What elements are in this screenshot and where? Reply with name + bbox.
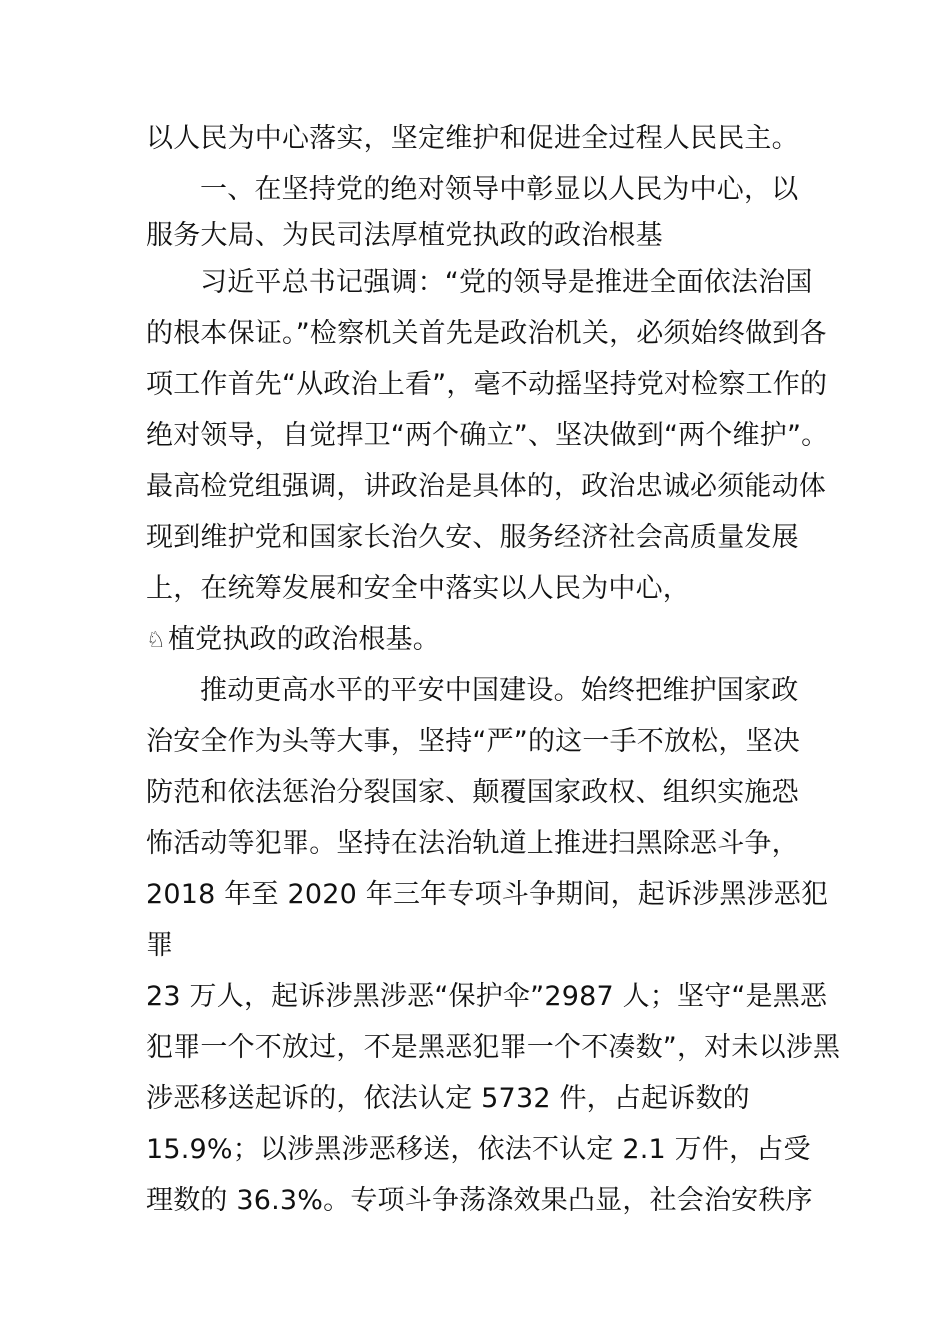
text-line: 怖活动等犯罪。坚持在法治轨道上推进扫黑除恶斗争，	[146, 828, 799, 859]
section-heading-line: 服务大局、为民司法厚植党执政的政治根基	[146, 220, 663, 251]
text-line: 绝对领导，自觉捍卫“两个确立”、坚决做到“两个维护”。	[146, 420, 829, 451]
text-line: 现到维护党和国家长治久安、服务经济社会高质量发展	[146, 522, 799, 553]
text-line: 2018 年至 2020 年三年专项斗争期间，起诉涉黑涉恶犯	[146, 879, 829, 910]
text-line-with-glyph	[146, 622, 846, 658]
text-line: 治安全作为头等大事，坚持“严”的这一手不放松，坚决	[146, 726, 800, 757]
text-line: 犯罪一个不放过，不是黑恶犯罪一个不凑数”，对未以涉黑	[146, 1032, 841, 1063]
text-line: 上，在统筹发展和安全中落实以人民为中心，	[146, 573, 690, 604]
text-line-content: 植党执政的政治根基。	[167, 624, 440, 655]
text-line: 涉恶移送起诉的，依法认定 5732 件，占起诉数的	[146, 1083, 750, 1114]
text-line: 15.9%；以涉黑涉恶移送，依法不认定 2.1 万件，占受	[146, 1134, 811, 1165]
text-line: 23 万人，起诉涉黑涉恶“保护伞”2987 人；坚守“是黑恶	[146, 981, 828, 1012]
text-line: 项工作首先“从政治上看”，毫不动摇坚持党对检察工作的	[146, 369, 828, 400]
text-line: 习近平总书记强调：“党的领导是推进全面依法治国	[200, 267, 813, 298]
text-line: 的根本保证。”检察机关首先是政治机关，必须始终做到各	[146, 318, 827, 349]
section-heading-line: 一、在坚持党的绝对领导中彰显以人民为中心，以	[200, 174, 799, 205]
text-line: 以人民为中心落实，坚定维护和促进全过程人民民主。	[146, 123, 799, 154]
text-line: 防范和依法惩治分裂国家、颠覆国家政权、组织实施恐	[146, 777, 799, 808]
horse-glyph-icon: ♘	[146, 628, 166, 653]
paragraph-start-line: 推动更高水平的平安中国建设。始终把维护国家政	[200, 675, 799, 706]
text-line: 最高检党组强调，讲政治是具体的，政治忠诚必须能动体	[146, 471, 826, 502]
text-line: 罪	[146, 930, 174, 961]
text-line: 理数的 36.3%。专项斗争荡涤效果凸显，社会治安秩序	[146, 1185, 813, 1216]
